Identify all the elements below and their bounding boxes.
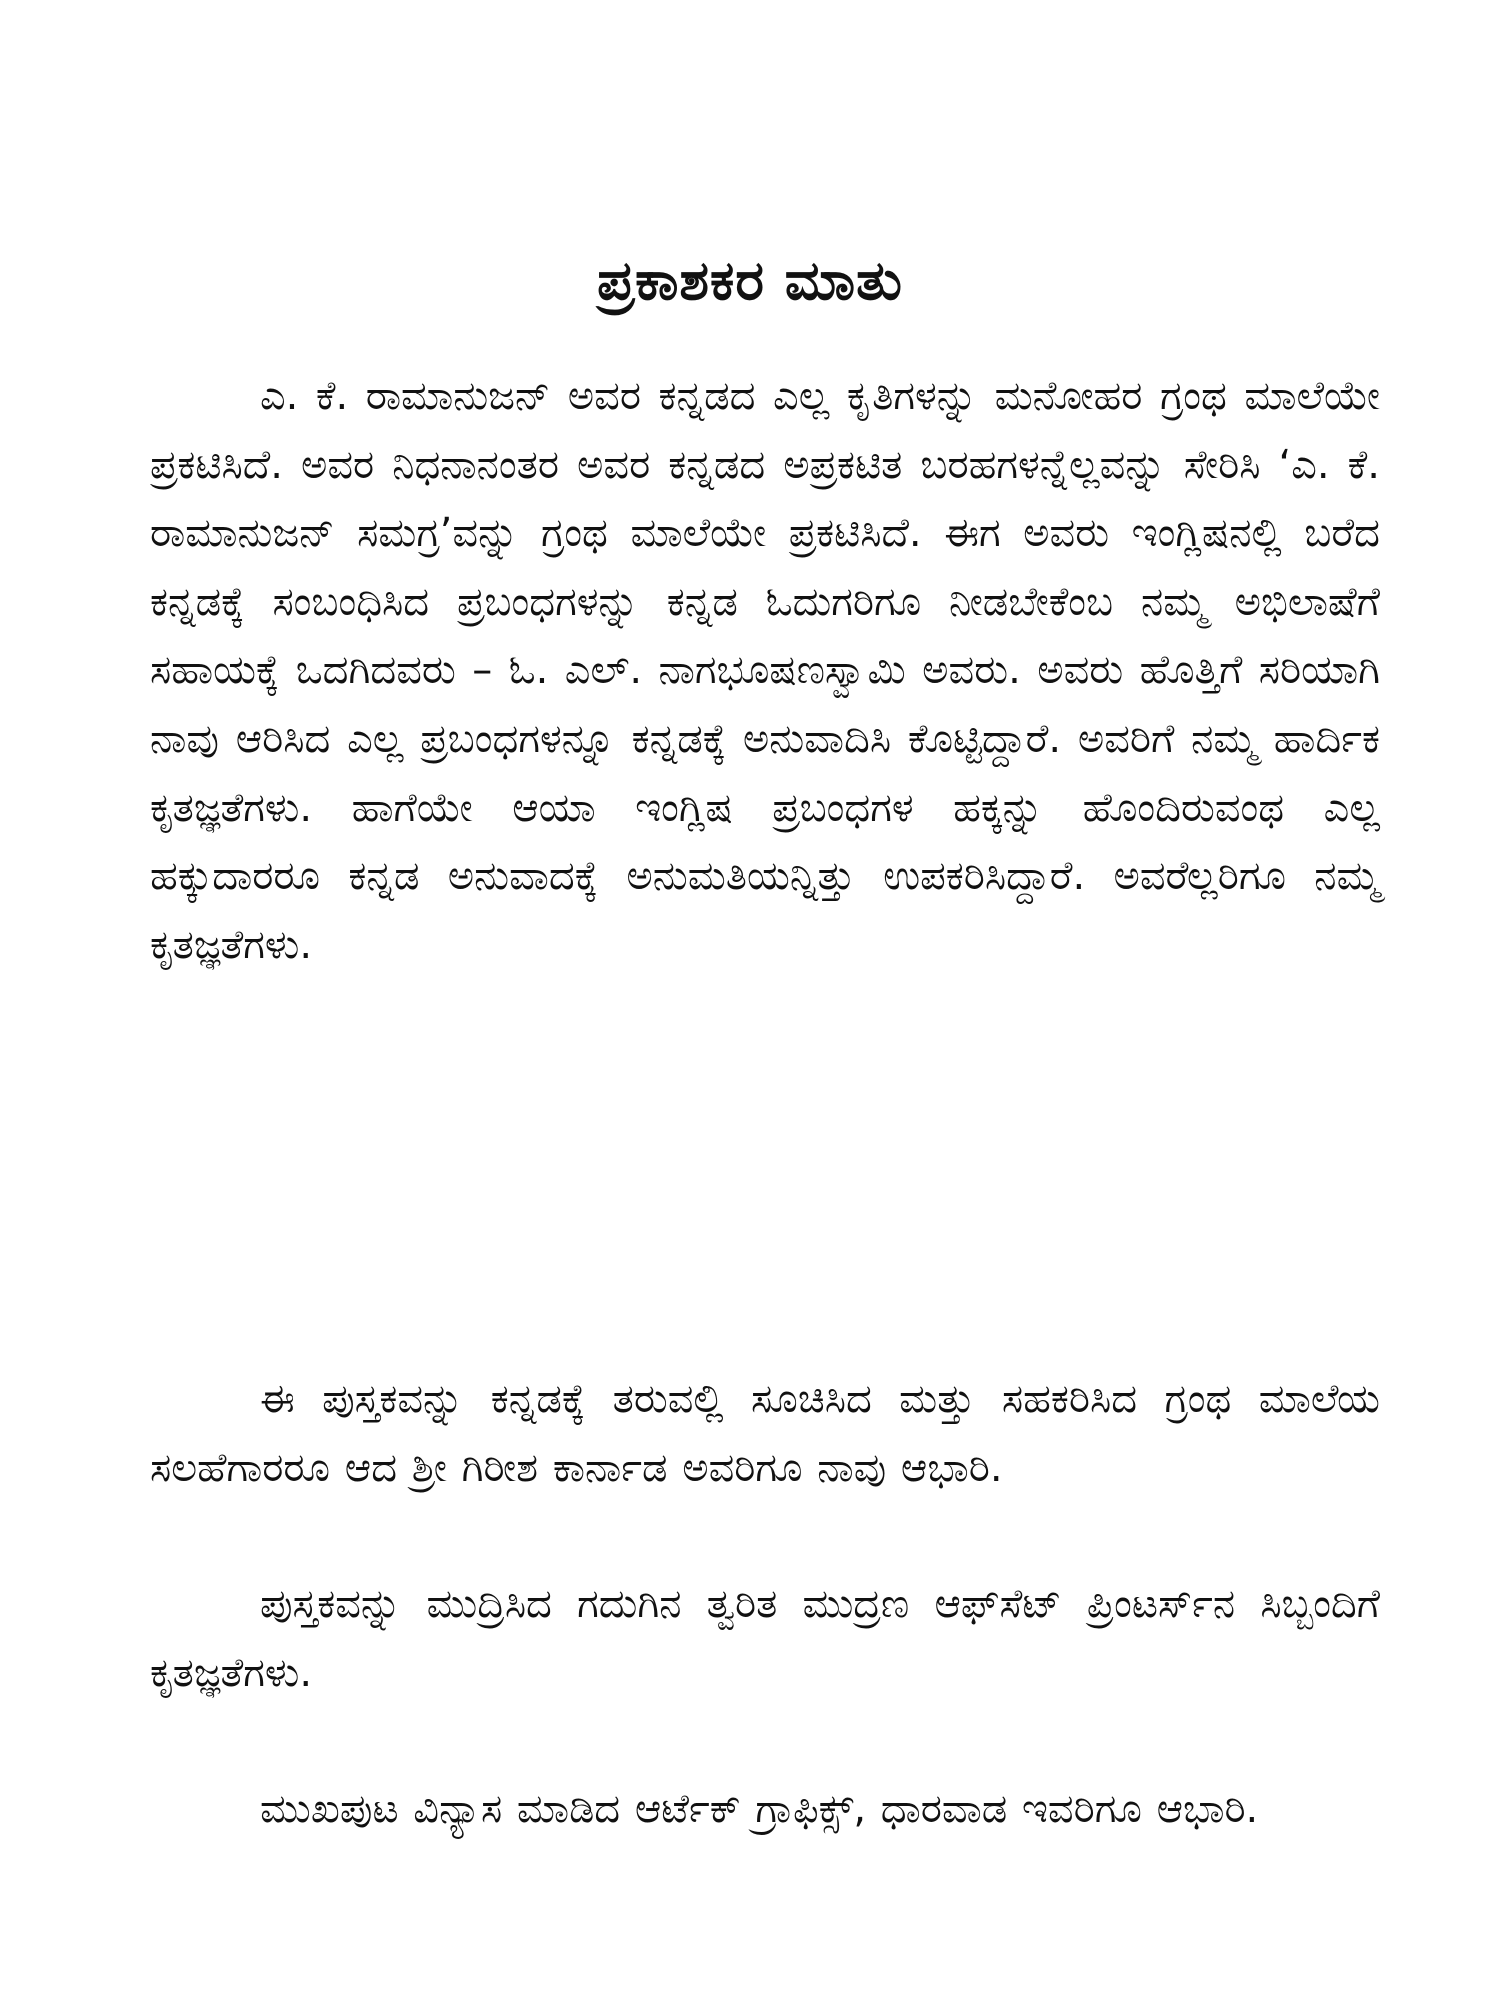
paragraph-acknowledgement-cover-design: ಮುಖಪುಟ ವಿನ್ಯಾಸ ಮಾಡಿದ ಆರ್ಟೆಕ್ ಗ್ರಾಫಿಕ್ಸ್, ಧಾರವಾಡ ಇವರಿಗೂ ಆಭಾರಿ. (260, 1786, 1259, 1832)
paragraph-acknowledgement-advisor: ಈ ಪುಸ್ತಕವನ್ನು ಕನ್ನಡಕ್ಕೆ ತರುವಲ್ಲಿ ಸೂಚಿಸಿದ ಮತ್ತು ಸಹಕರಿಸಿದ ಗ್ರಂಥ ಮಾಲೆಯ ಸಲಹೆಗಾರರೂ ಆದ ಶ್ರೀ ಗಿರೀಶ ಕಾರ್ನಾಡ ಅವರಿಗೂ ನಾವು ಆಭಾರಿ. (150, 1376, 1380, 1491)
paragraph-acknowledgement-translation: ಎ. ಕೆ. ರಾಮಾನುಜನ್ ಅವರ ಕನ್ನಡದ ಎಲ್ಲ ಕೃತಿಗಳನ್ನು ಮನೋಹರ ಗ್ರಂಥ ಮಾಲೆಯೇ ಪ್ರಕಟಿಸಿದೆ. ಅವರ ನಿಧನಾನಂತರ ಅವರ ಕನ್ನಡದ ಅಪ್ರಕಟಿತ ಬರಹಗಳನ್ನೆಲ್ಲವನ್ನು ಸೇರಿಸಿ ‘ಎ. ಕೆ. ರಾಮಾನುಜನ್ ಸಮಗ್ರ’ವನ್ನು ಗ್ರಂಥ ಮಾಲೆಯೇ ಪ್ರಕಟಿಸಿದೆ. ಈಗ ಅವರು ಇಂಗ್ಲಿಷನಲ್ಲಿ ಬರೆದ ಕನ್ನಡಕ್ಕೆ ಸಂಬಂಧಿಸಿದ ಪ್ರಬಂಧಗಳನ್ನು ಕನ್ನಡ ಓದುಗರಿಗೂ ನೀಡಬೇಕೆಂಬ ನಮ್ಮ ಅಭಿಲಾಷೆಗೆ ಸಹಾಯಕ್ಕೆ ಒದಗಿದವರು – ಓ. ಎಲ್. ನಾಗಭೂಷಣಸ್ವಾಮಿ ಅವರು. ಅವರು ಹೊತ್ತಿಗೆ ಸರಿಯಾಗಿ ನಾವು ಆರಿಸಿದ ಎಲ್ಲ ಪ್ರಬಂಧಗಳನ್ನೂ ಕನ್ನಡಕ್ಕೆ ಅನುವಾದಿಸಿ ಕೊಟ್ಟಿದ್ದಾರೆ. ಅವರಿಗೆ ನಮ್ಮ ಹಾರ್ದಿಕ ಕೃತಜ್ಞತೆಗಳು. ಹಾಗೆಯೇ ಆಯಾ ಇಂಗ್ಲಿಷ ಪ್ರಬಂಧಗಳ ಹಕ್ಕನ್ನು ಹೊಂದಿರುವಂಥ ಎಲ್ಲ ಹಕ್ಕುದಾರರೂ ಕನ್ನಡ ಅನುವಾದಕ್ಕೆ ಅನುಮತಿಯನ್ನಿತ್ತು ಉಪಕರಿಸಿದ್ದಾರೆ. ಅವರೆಲ್ಲರಿಗೂ ನಮ್ಮ ಕೃತಜ್ಞತೆಗಳು. (150, 373, 1380, 968)
page-title: ಪ್ರಕಾಶಕರ ಮಾತು (597, 249, 903, 313)
paragraph-acknowledgement-printer: ಪುಸ್ತಕವನ್ನು ಮುದ್ರಿಸಿದ ಗದುಗಿನ ತ್ವರಿತ ಮುದ್ರಣ ಆಫ್‌ಸೆಟ್ ಪ್ರಿಂಟರ್ಸ್‌ನ ಸಿಬ್ಬಂದಿಗೆ ಕೃತಜ್ಞತೆಗಳು. (150, 1581, 1380, 1696)
